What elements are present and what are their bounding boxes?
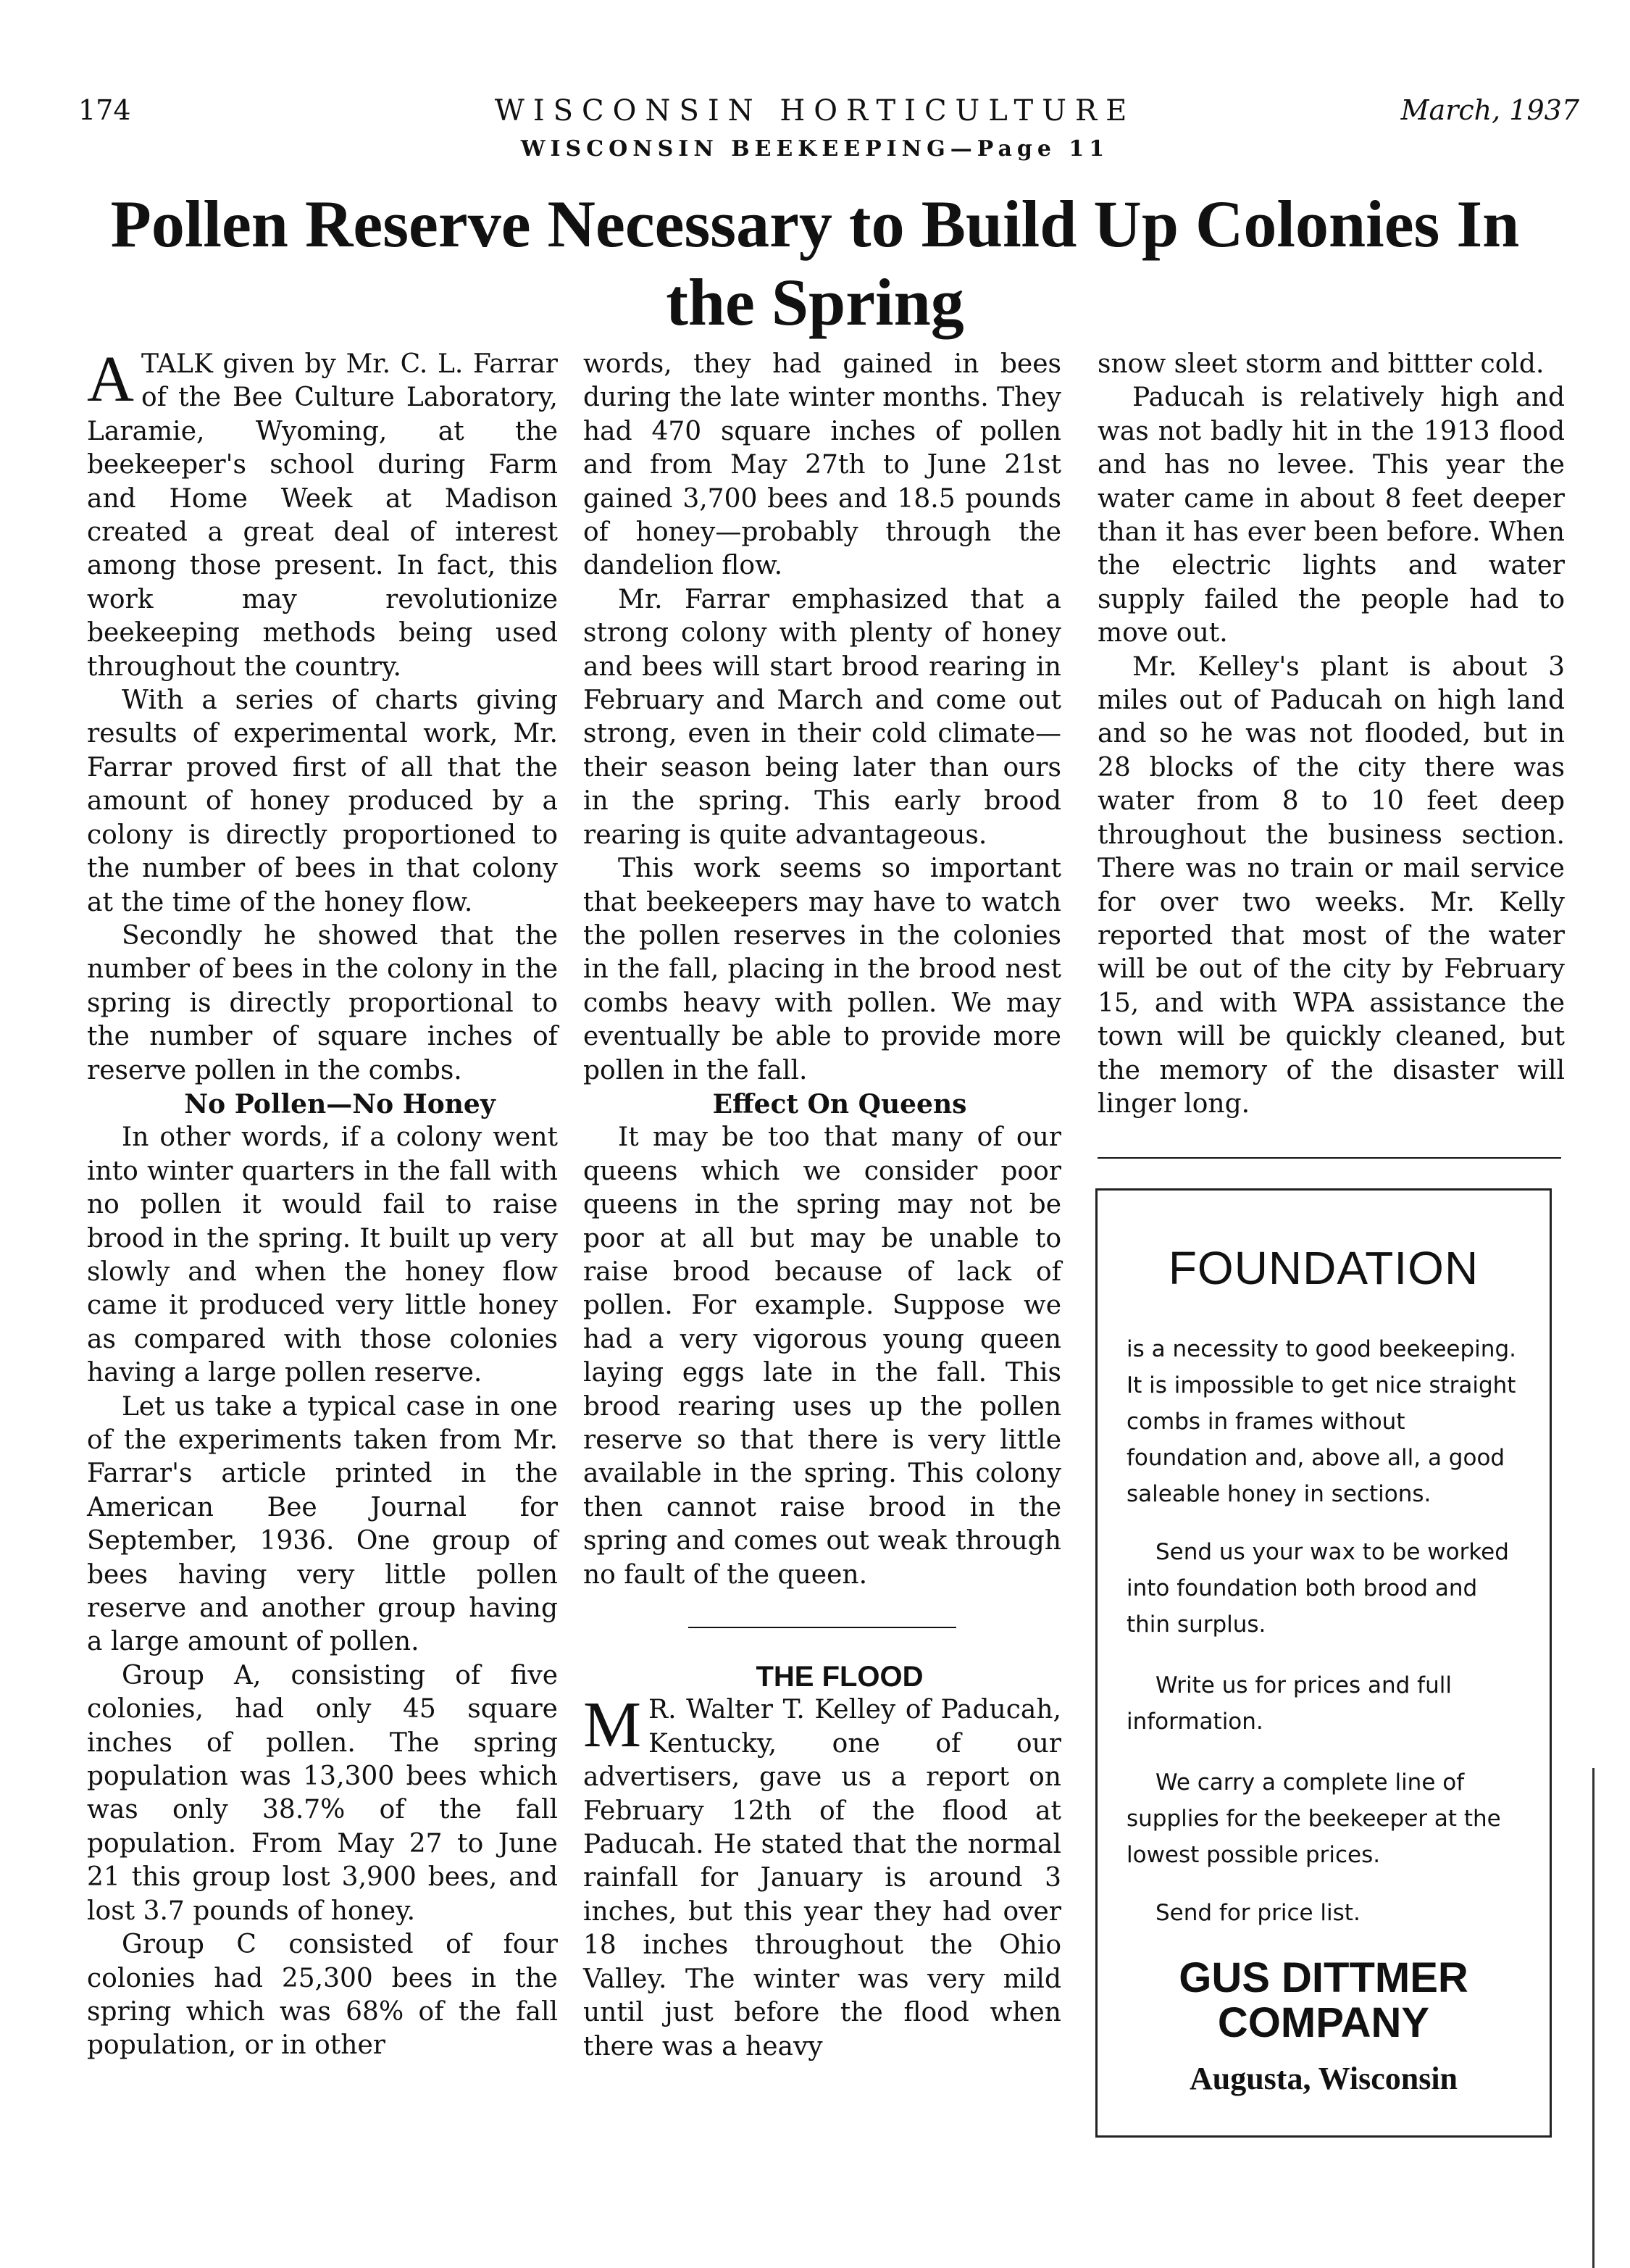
paragraph: This work seems so important that beekeepers may have to watch the pollen reserves in the colonies in the fall, placing in the brood nest combs heavy with pollen. We may eventually be able to provide more pollen in the fall. bbox=[583, 854, 1061, 1085]
article-headline: Pollen Reserve Necessary to Build Up Colonies In the Spring bbox=[110, 187, 1520, 339]
paragraph: Secondly he showed that the number of bees in the colony in the spring is directly proportional to the number of square inches of reserve pollen in the combs. bbox=[87, 920, 558, 1085]
drop-cap: M bbox=[583, 1689, 642, 1762]
flood-lead: M R. Walter T. Kelley of Paducah, Kentucky, one of our advertisers, gave us a report on February 12th of the flood at Paducah. He stated that the normal rainfall for January is around 3 inches, but this year they had over 18 inches throughout the Ohio Valley. The winter was very mild until just before the flood when there was a heavy bbox=[583, 1689, 1061, 2061]
ad-city: Augusta, Wisconsin bbox=[1189, 2061, 1458, 2096]
lead-paragraph: ATALK given by Mr. C. L. Farrar of the Bee Culture Laboratory, Laramie, Wyoming, at the beekeeper's school during Farm and Home Week at Madison created a great deal of interest among those present. In fact, this work may revolutionize beekeeping methods being used throughout the country. bbox=[87, 343, 558, 682]
issue-date: March, 1937 bbox=[1400, 94, 1579, 126]
paragraph: Paducah is relatively high and was not badly hit in the 1913 flood and has no levee. This year the water came in about 8 feet deeper than it has ever been before. When the electric lights and water supply failed the people had to move out. bbox=[1098, 383, 1565, 649]
page-number: 174 bbox=[78, 94, 131, 126]
ad-company: GUS DITTMER COMPANY bbox=[1179, 1954, 1468, 2046]
paragraph: Group A, consisting of five colonies, had only 45 square inches of pollen. The spring population was 13,300 bees which was only 38.7% of the fall population. From May 27 to June 21 this group lost 3,900 bees, and lost 3.7 pounds of honey. bbox=[87, 1660, 558, 1926]
ad-paragraph: Send for price list. bbox=[1155, 1900, 1361, 1926]
ad-paragraph: is a necessity to good beekeeping. It is impossible to get nice straight combs in frames without foundation and, above all, a good saleable honey in sections. bbox=[1127, 1336, 1516, 1507]
paragraph: Group C consisted of four colonies had 25,300 bees in the spring which was 68% of the fall population, or in other bbox=[87, 1930, 558, 2061]
advertisement-box bbox=[1095, 1188, 1552, 2138]
ad-paragraph: We carry a complete line of supplies for the beekeeper at the lowest possible prices. bbox=[1127, 1769, 1501, 1868]
paragraph: With a series of charts giving results of experimental work, Mr. Farrar proved first of all that the amount of honey produced by a colony is directly proportioned to the number of bees in that colony at the time of the honey flow. bbox=[87, 685, 558, 917]
flood-heading: THE FLOOD bbox=[756, 1661, 924, 1693]
divider bbox=[688, 1627, 956, 1628]
paragraph: Mr. Farrar emphasized that a strong colony with plenty of honey and bees will start brood rearing in February and March and come out strong, even in their cold climate—their season being later than ours in the spring. This early brood rearing is quite advantageous. bbox=[583, 584, 1061, 850]
divider bbox=[1098, 1157, 1561, 1159]
page-header bbox=[0, 94, 1630, 174]
paragraph: words, they had gained in bees during the late winter months. They had 470 square inches of pollen and from May 27th to June 21st gained 3,700 bees and 18.5 pounds of honey—probably through the dandelion flow. bbox=[583, 349, 1062, 581]
paragraph: snow sleet storm and bittter cold. bbox=[1098, 349, 1545, 379]
drop-cap: A bbox=[87, 343, 134, 415]
column-1 bbox=[87, 343, 558, 2063]
paragraph: Mr. Kelley's plant is about 3 miles out of Paducah on high land and so he was not flooded, but in 28 blocks of the city there was water from 8 to 10 feet deep throughout the business section. There was no train or mail service for over two weeks. Mr. Kelly reported that most of the water will be out of the city by February 15, and with WPA assistance the town will be quickly cleaned, but the memory of the disaster will linger long. bbox=[1098, 651, 1565, 1119]
paragraph: In other words, if a colony went into winter quarters in the fall with no pollen it would fail to raise brood in the spring. It built up very slowly and when the honey flow came it produced very little honey as compared with those colonies having a large pollen reserve. bbox=[87, 1122, 558, 1388]
column-3 bbox=[1098, 348, 1565, 1159]
ad-title: FOUNDATION bbox=[1168, 1242, 1479, 1294]
section-title: WISCONSIN BEEKEEPING—Page 11 bbox=[520, 136, 1110, 162]
magazine-title: WISCONSIN HORTICULTURE bbox=[494, 94, 1136, 128]
paragraph: It may be too that many of our queens which we consider poor queens in the spring may not be poor at all but may be unable to raise brood because of lack of pollen. For example. Suppose we had a very vigorous young queen laying eggs late in the fall. This brood rearing uses up the pollen reserve so that there is very little available in the spring. This colony then cannot raise brood in the spring and comes out weak through no fault of the queen. bbox=[583, 1122, 1061, 1590]
margin-line bbox=[1592, 1768, 1595, 2268]
ad-paragraph: Send us your wax to be worked into foundation both brood and thin surplus. bbox=[1127, 1539, 1509, 1638]
column-2 bbox=[583, 348, 1061, 2064]
subheading-no-pollen: No Pollen—No Honey bbox=[184, 1088, 496, 1120]
paragraph: Let us take a typical case in one of the experiments taken from Mr. Farrar's article printed in the American Bee Journal for September, 1936. One group of bees having very little pollen reserve and another group having a large amount of pollen. bbox=[87, 1391, 558, 1657]
subheading-effect-on-queens: Effect On Queens bbox=[712, 1088, 967, 1120]
ad-paragraph: Write us for prices and full information. bbox=[1127, 1672, 1452, 1735]
